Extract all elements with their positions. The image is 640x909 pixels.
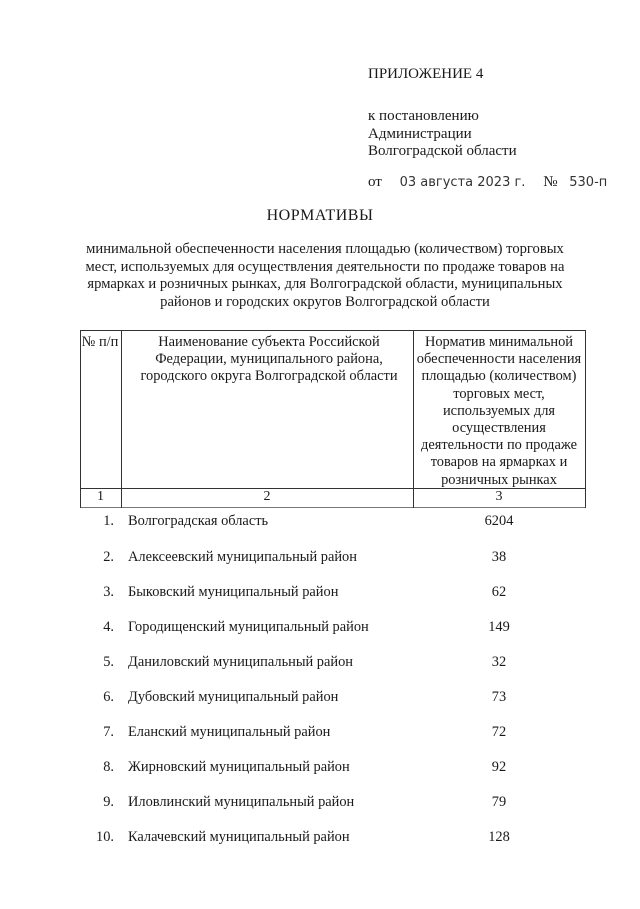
table-row [0,584,640,604]
document-subtitle: минимальной обеспеченности населения площадью (количеством) торговых мест, используемых для осуществления деятельности по продаже товаров на ярмарках и розничных рынках, для Волгоградской области, муниципальных районов и городских округов Волгоградской области [85,241,565,310]
row-name: Калачевский муниципальный район [128,829,350,845]
row-name: Волгоградская область [128,513,269,529]
row-value: 149 [488,619,510,635]
row-number: 3. [103,584,114,600]
header-name: Наименование субъекта Российской Федерации, муниципального района, городского округа Волгоградской области [140,334,398,385]
row-value: 73 [491,689,507,705]
table-right-border [585,330,586,508]
number-prefix: № [543,174,558,190]
row-value: 79 [491,794,507,810]
row-number: 5. [103,654,114,670]
table-row [0,619,640,639]
header-number: № п/п [81,334,119,350]
row-number: 8. [103,759,114,775]
row-name: Даниловский муниципальный район [128,654,353,670]
table-row [0,794,640,814]
table-left-border [80,330,81,508]
row-value: 6204 [484,513,514,529]
table-row [0,724,640,744]
table-top-border [80,330,586,331]
table-divider-1 [121,330,122,508]
table-row [0,829,640,849]
table-row [0,654,640,674]
row-name: Иловлинский муниципальный район [128,794,355,810]
table-row [0,549,640,569]
table-colnum-separator [80,507,586,508]
table-row [0,689,640,709]
row-name: Быковский муниципальный район [128,584,339,600]
row-name: Жирновский муниципальный район [128,759,350,775]
row-name: Алексеевский муниципальный район [128,549,357,565]
row-value: 38 [491,549,507,565]
row-number: 2. [103,549,114,565]
row-value: 72 [491,724,507,740]
date-prefix: от [368,174,382,190]
resolution-date: 03 августа 2023 г. [399,175,526,190]
resolution-date-row [368,174,607,191]
row-name: Еланский муниципальный район [128,724,331,740]
table-row [0,759,640,779]
row-name: Городищенский муниципальный район [128,619,369,635]
table-row [0,513,640,533]
column-number-2: 2 [263,489,271,504]
column-number-3: 3 [495,489,503,504]
row-number: 1. [103,513,114,529]
row-number: 7. [103,724,114,740]
document-title: НОРМАТИВЫ [266,207,374,224]
row-value: 128 [488,829,510,845]
row-value: 92 [491,759,507,775]
row-number: 6. [103,689,114,705]
resolution-number: 530-п [569,175,608,190]
column-number-1: 1 [97,489,104,504]
row-number: 4. [103,619,114,635]
appendix-line-administration: Администрации [368,126,472,142]
row-number: 10. [96,829,114,845]
row-value: 32 [491,654,507,670]
appendix-title: ПРИЛОЖЕНИЕ 4 [368,66,484,82]
row-name: Дубовский муниципальный район [128,689,339,705]
appendix-line-region: Волгоградской области [368,143,517,159]
row-value: 62 [491,584,507,600]
row-number: 9. [103,794,114,810]
appendix-line-resolution: к постановлению [368,108,479,124]
header-norm: Норматив минимальной обеспеченности населения площадью (количеством) торговых мест, используемых для осуществления деятельности по продаже товаров на ярмарках и розничных рынках [416,334,582,488]
